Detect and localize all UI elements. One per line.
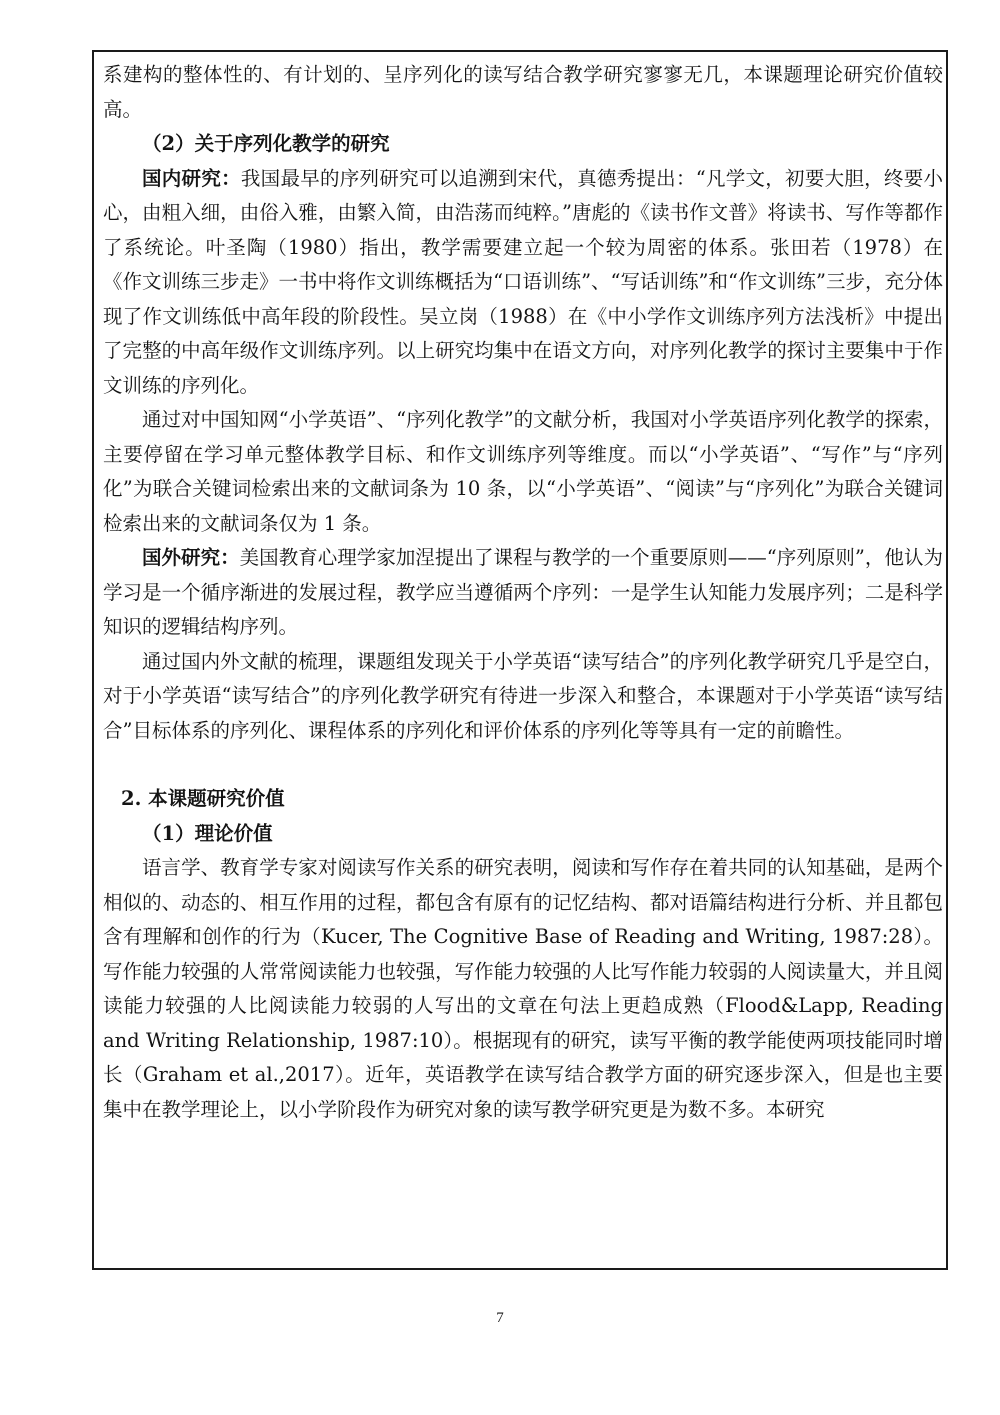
domestic-research-lead: 国内研究： — [142, 166, 241, 190]
foreign-research-paragraph — [103, 541, 943, 645]
section-heading-research-value: 2. 本课题研究价值 — [121, 787, 285, 810]
page-number: 7 — [496, 1310, 504, 1326]
domestic-research-paragraph — [103, 162, 943, 404]
document-body — [103, 58, 943, 1127]
theoretical-value-paragraph: 语言学、教育学专家对阅读写作关系的研究表明，阅读和写作存在着共同的认知基础，是两个相似的、动态的、相互作用的过程，都包含有原有的记忆结构、都对语篇结构进行分析、并且都包含有理解和创作的行为（Kucer, The Cognitive Base of Reading and Writing, 1987:28）。写作能力较强的人常常阅读能力也较强，写作能力较强的人比写作能力较弱的人阅读量大，并且阅读能力较强的人比阅读能力较弱的人写出的文章在句法上更趋成熟（Flood&Lapp, Reading and Writing Relationship, 1987:10）。根据现有的研究，读写平衡的教学能使两项技能同时增长（Graham et al.,2017）。近年，英语教学在读写结合教学方面的研究逐步深入，但是也主要集中在教学理论上，以小学阶段作为研究对象的读写教学研究更是为数不多。本研究 — [103, 856, 943, 1121]
cnki-analysis-paragraph: 通过对中国知网“小学英语”、“序列化教学”的文献分析，我国对小学英语序列化教学的探索，主要停留在学习单元整体教学目标、和作文训练序列等维度。而以“小学英语”、“写作”与“序列化”为联合关键词检索出来的文献词条为 10 条，以“小学英语”、“阅读”与“序列化”为联合关键词检索出来的文献词条仅为 1 条。 — [103, 408, 943, 535]
domestic-research-text: 我国最早的序列研究可以追溯到宋代，真德秀提出：“凡学文，初要大胆，终要小心，由粗入细，由俗入雅，由繁入简，由浩荡而纯粹。”唐彪的《读书作文普》将读书、写作等都作了系统论。叶圣陶（1980）指出，教学需要建立起一个较为周密的体系。张田若（1978）在《作文训练三步走》一书中将作文训练概括为“口语训练”、“写话训练”和“作文训练”三步，充分体现了作文训练低中高年段的阶段性。吴立岗（1988）在《中小学作文训练序列方法浅析》中提出了完整的中高年级作文训练序列。以上研究均集中在语文方向，对序列化教学的探讨主要集中于作文训练的序列化。 — [103, 166, 943, 397]
subheading-sequential-teaching: （2）关于序列化教学的研究 — [142, 132, 390, 155]
continuation-paragraph: 系建构的整体性的、有计划的、呈序列化的读写结合教学研究寥寥无几，本课题理论研究价值较高。 — [103, 63, 943, 121]
foreign-research-text: 美国教育心理学家加涅提出了课程与教学的一个重要原则——“序列原则”，他认为学习是一个循序渐进的发展过程，教学应当遵循两个序列：一是学生认知能力发展序列；二是科学知识的逻辑结构序列。 — [103, 546, 943, 638]
foreign-research-lead: 国外研究： — [142, 546, 240, 569]
literature-summary-paragraph: 通过国内外文献的梳理，课题组发现关于小学英语“读写结合”的序列化教学研究几乎是空白，对于小学英语“读写结合”的序列化教学研究有待进一步深入和整合，本课题对于小学英语“读写结合”目标体系的序列化、课程体系的序列化和评价体系的序列化等等具有一定的前瞻性。 — [103, 649, 943, 742]
subheading-theoretical-value: （1）理论价值 — [142, 821, 273, 845]
